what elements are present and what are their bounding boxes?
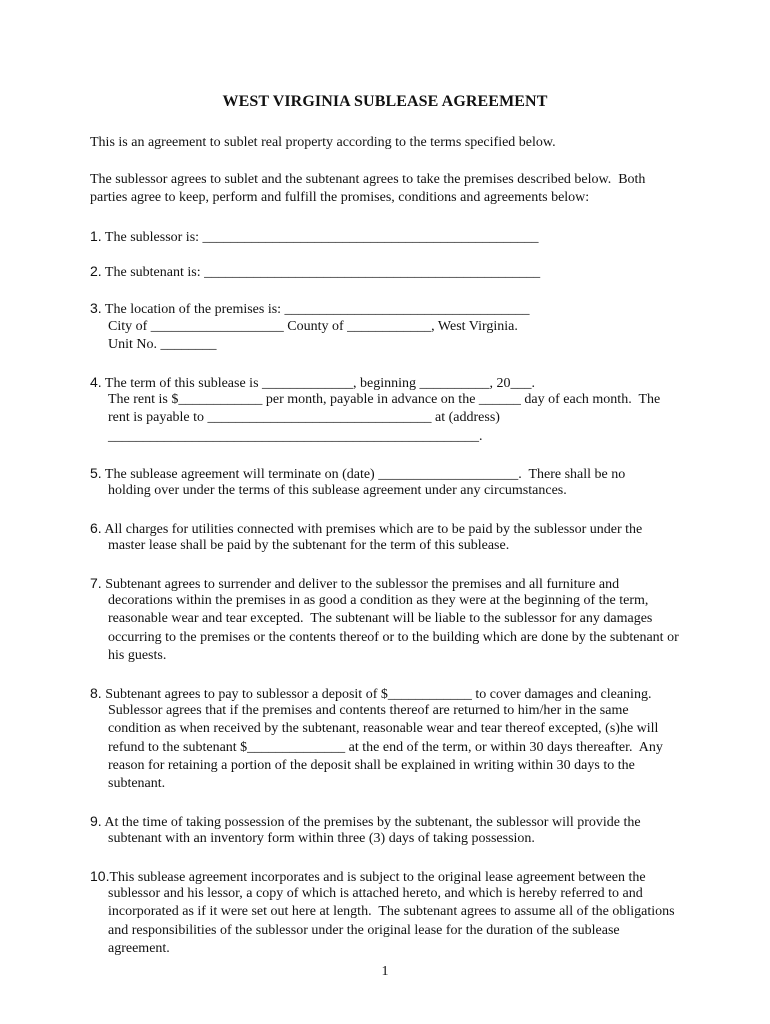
item-text: The sublessor is: ________________________________________________	[101, 230, 539, 245]
list-item-6: 6. All charges for utilities connected with premises which are to be paid by the sublessor under the	[90, 520, 643, 537]
item-text: Subtenant agrees to surrender and deliver to the sublessor the premises and all furniture and	[101, 577, 620, 592]
item-text-line: Unit No. ________	[108, 337, 217, 352]
list-item-1: 1. The sublessor is: ________________________________________________	[90, 228, 539, 245]
item-text-line: his guests.	[108, 648, 167, 663]
list-item-7: 7. Subtenant agrees to surrender and deliver to the sublessor the premises and all furniture and	[90, 575, 620, 592]
item-text: The sublease agreement will terminate on (date) ____________________. There shall be no	[101, 467, 626, 482]
item-text: All charges for utilities connected with premises which are to be paid by the sublessor under the	[101, 522, 643, 537]
item-number: 2	[90, 263, 98, 279]
agreement-text-line: parties agree to keep, perform and fulfill the promises, conditions and agreements below:	[90, 190, 590, 205]
item-number: 5	[90, 465, 98, 481]
list-item-5: 5. The sublease agreement will terminate on (date) ____________________. There shall be no	[90, 465, 626, 482]
item-text-line: _____________________________________________________.	[108, 429, 483, 444]
list-item-10: 10.This sublease agreement incorporates and is subject to the original lease agreement between the	[90, 868, 646, 885]
item-number: 9	[90, 813, 98, 829]
item-text-line: reasonable wear and tear excepted. The subtenant will be liable to the sublessor for any damages	[108, 611, 653, 626]
item-text: This sublease agreement incorporates and is subject to the original lease agreement between the	[109, 870, 646, 885]
item-text-line: incorporated as if it were set out here at length. The subtenant agrees to assume all of the obligations	[108, 904, 675, 919]
item-text-line: agreement.	[108, 941, 170, 956]
item-text-line: decorations within the premises in as good a condition as they were at the beginning of the term,	[108, 593, 649, 608]
item-number: 8	[90, 685, 98, 701]
page-number: 1	[381, 964, 389, 979]
intro-text: This is an agreement to sublet real property according to the terms specified below.	[90, 135, 556, 150]
item-text-line: condition as when received by the subtenant, reasonable wear and tear thereof excepted, (s)he will	[108, 721, 659, 736]
agreement-text-line: The sublessor agrees to sublet and the subtenant agrees to take the premises described below. Both	[90, 172, 646, 187]
list-item-8: 8. Subtenant agrees to pay to sublessor a deposit of $____________ to cover damages and cleaning.	[90, 685, 652, 702]
item-text-line: holding over under the terms of this sublease agreement under any circumstances.	[108, 483, 567, 498]
list-item-4: 4. The term of this sublease is _____________, beginning __________, 20___.	[90, 374, 536, 391]
list-item-2: 2. The subtenant is: ________________________________________________	[90, 263, 541, 280]
item-text: The location of the premises is: ___________________________________	[101, 302, 530, 317]
item-text-line: subtenant.	[108, 776, 166, 791]
item-text-line: reason for retaining a portion of the deposit shall be explained in writing within 30 days to the	[108, 758, 635, 773]
item-number: 6	[90, 520, 98, 536]
item-text-line: sublessor and his lessor, a copy of which is attached hereto, and which is hereby referred to and	[108, 886, 643, 901]
list-item-3: 3. The location of the premises is: ___________________________________	[90, 300, 530, 317]
item-number: 3	[90, 300, 98, 316]
item-text-line: and responsibilities of the sublessor under the original lease for the duration of the sublease	[108, 923, 620, 938]
item-text-line: subtenant with an inventory form within three (3) days of taking possession.	[108, 831, 535, 846]
item-text: At the time of taking possession of the premises by the subtenant, the sublessor will provide the	[101, 815, 641, 830]
item-text-line: master lease shall be paid by the subtenant for the term of this sublease.	[108, 538, 510, 553]
item-text: Subtenant agrees to pay to sublessor a deposit of $____________ to cover damages and cleaning.	[101, 687, 652, 702]
item-text: The term of this sublease is _____________, beginning __________, 20___.	[101, 376, 536, 391]
item-number: 7	[90, 575, 98, 591]
item-number: 10	[90, 868, 106, 884]
item-text-line: Sublessor agrees that if the premises and contents thereof are returned to him/her in the same	[108, 703, 629, 718]
item-number: 1	[90, 228, 98, 244]
item-text-line: refund to the subtenant $______________ at the end of the term, or within 30 days thereafter. Any	[108, 740, 663, 755]
item-number: 4	[90, 374, 98, 390]
item-text: The subtenant is: ________________________________________________	[101, 265, 541, 280]
item-text-line: City of ___________________ County of ____________, West Virginia.	[108, 319, 518, 334]
page-title: WEST VIRGINIA SUBLEASE AGREEMENT	[222, 93, 548, 110]
item-text-line: occurring to the premises or the contents thereof or to the building which are done by the subtenant or	[108, 630, 679, 645]
list-item-9: 9. At the time of taking possession of the premises by the subtenant, the sublessor will provide the	[90, 813, 641, 830]
item-text-line: rent is payable to ________________________________ at (address)	[108, 410, 500, 425]
item-text-line: The rent is $____________ per month, payable in advance on the ______ day of each month. The	[108, 392, 661, 407]
